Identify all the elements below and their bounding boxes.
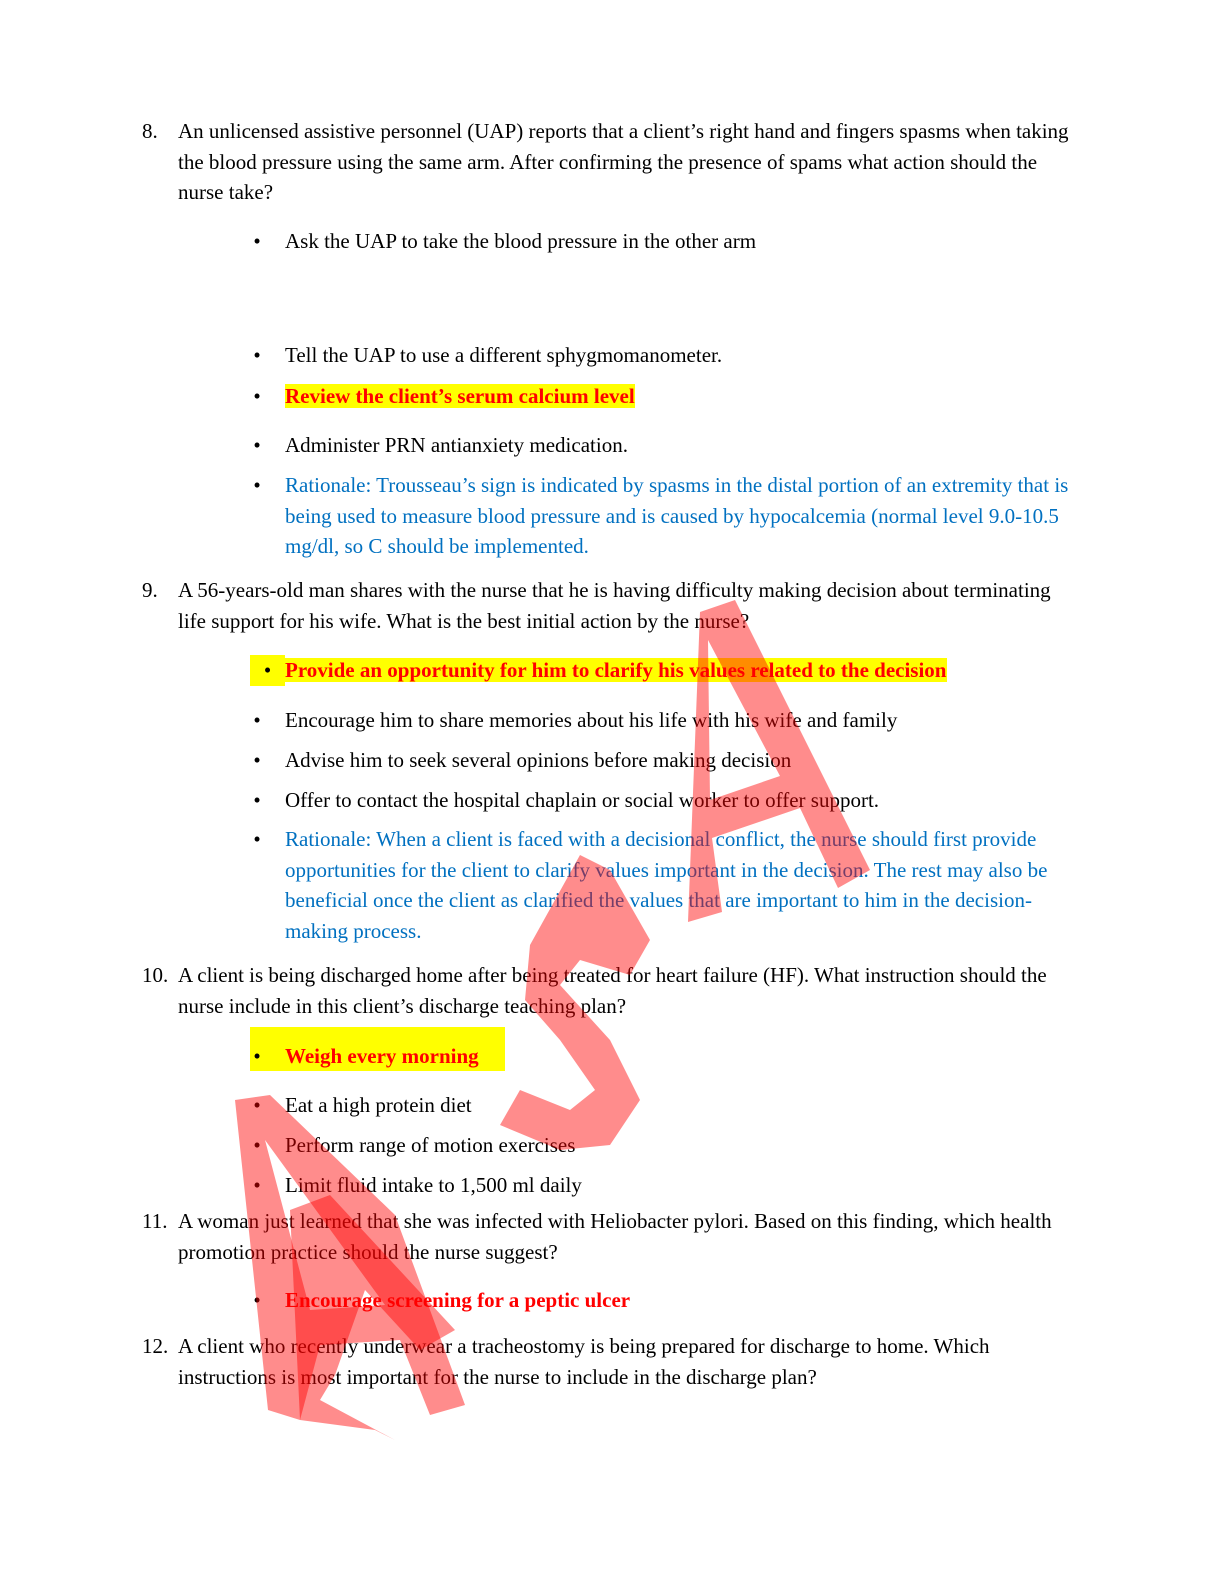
option-8b <box>250 340 722 371</box>
option-9a-answer <box>250 655 947 686</box>
question-10 <box>142 960 1082 1021</box>
option-text: Ask the UAP to take the blood pressure in the other arm <box>285 229 757 253</box>
bullet: • <box>253 827 261 851</box>
option-text: Eat a high protein diet <box>285 1093 472 1117</box>
option-text: Perform range of motion exercises <box>285 1133 576 1157</box>
rationale-8 <box>250 470 1075 562</box>
option-text: Administer PRN antianxiety medication. <box>285 433 628 457</box>
option-10b <box>250 1090 472 1121</box>
question-9 <box>142 575 1082 636</box>
bullet: • <box>253 748 261 772</box>
option-8c-answer <box>250 381 635 412</box>
question-number: 8. <box>142 119 158 143</box>
question-text: A client is being discharged home after being treated for heart failure (HF). What instruction should the nurse include in this client’s discharge teaching plan? <box>178 963 1047 1018</box>
bullet: • <box>253 384 261 408</box>
rationale-text: Rationale: When a client is faced with a decisional conflict, the nurse should first provide opportunities for the client to clarify values important in the decision. The rest may also be beneficial once the client as clarified the values that are important to him in the decision-making process. <box>285 827 1048 943</box>
answer-highlight: Provide an opportunity for him to clarify his values related to the decision <box>285 658 947 682</box>
option-text: Advise him to seek several opinions before making decision <box>285 748 792 772</box>
bullet: • <box>253 1133 261 1157</box>
question-number: 9. <box>142 578 158 602</box>
question-12 <box>142 1331 1082 1392</box>
question-text: A woman just learned that she was infected with Heliobacter pylori. Based on this finding, which health promotion practice should the nurse suggest? <box>178 1209 1052 1264</box>
bullet: • <box>253 433 261 457</box>
answer-text: Weigh every morning <box>285 1044 479 1068</box>
option-text: Tell the UAP to use a different sphygmomanometer. <box>285 343 723 367</box>
option-9d <box>250 785 879 816</box>
option-text: Limit fluid intake to 1,500 ml daily <box>285 1173 582 1197</box>
question-number: 10. <box>142 963 169 987</box>
option-10d <box>250 1170 582 1201</box>
question-8 <box>142 116 1082 208</box>
option-8a <box>250 226 756 257</box>
question-number: 11. <box>142 1209 168 1233</box>
rationale-9 <box>250 824 1075 946</box>
option-11a-answer <box>250 1285 630 1316</box>
question-text: A client who recently underwear a tracheostomy is being prepared for discharge to home. Which instructions is most important for the nurse to include in the discharge plan? <box>178 1334 990 1389</box>
bullet: • <box>253 473 261 497</box>
question-11 <box>142 1206 1082 1267</box>
question-text: An unlicensed assistive personnel (UAP) reports that a client’s right hand and fingers spasms when taking the blood pressure using the same arm. After confirming the presence of spams what action should the nurse take? <box>178 119 1069 204</box>
answer-highlight: Review the client’s serum calcium level <box>285 384 635 408</box>
option-8d <box>250 430 628 461</box>
question-number: 12. <box>142 1334 169 1358</box>
bullet: • <box>253 1044 261 1068</box>
bullet: • <box>253 1173 261 1197</box>
bullet: • <box>253 788 261 812</box>
option-9c <box>250 745 791 776</box>
bullet: • <box>253 229 261 253</box>
bullet: • <box>253 708 261 732</box>
bullet: • <box>253 1093 261 1117</box>
option-text: Offer to contact the hospital chaplain or social worker to offer support. <box>285 788 880 812</box>
bullet: • <box>253 343 261 367</box>
rationale-text: Rationale: Trousseau’s sign is indicated by spasms in the distal portion of an extremity that is being used to measure blood pressure and is caused by hypocalcemia (normal level 9.0-10.5 mg/dl, so C should be implemented. <box>285 473 1069 558</box>
bullet: • <box>253 1288 261 1312</box>
bullet: • <box>250 655 285 686</box>
option-text: Encourage him to share memories about his life with his wife and family <box>285 708 898 732</box>
option-9b <box>250 705 897 736</box>
option-10a-answer <box>250 1041 479 1072</box>
question-text: A 56-years-old man shares with the nurse that he is having difficulty making decision about terminating life support for his wife. What is the best initial action by the nurse? <box>178 578 1051 633</box>
answer-text: Encourage screening for a peptic ulcer <box>285 1288 631 1312</box>
option-10c <box>250 1130 575 1161</box>
